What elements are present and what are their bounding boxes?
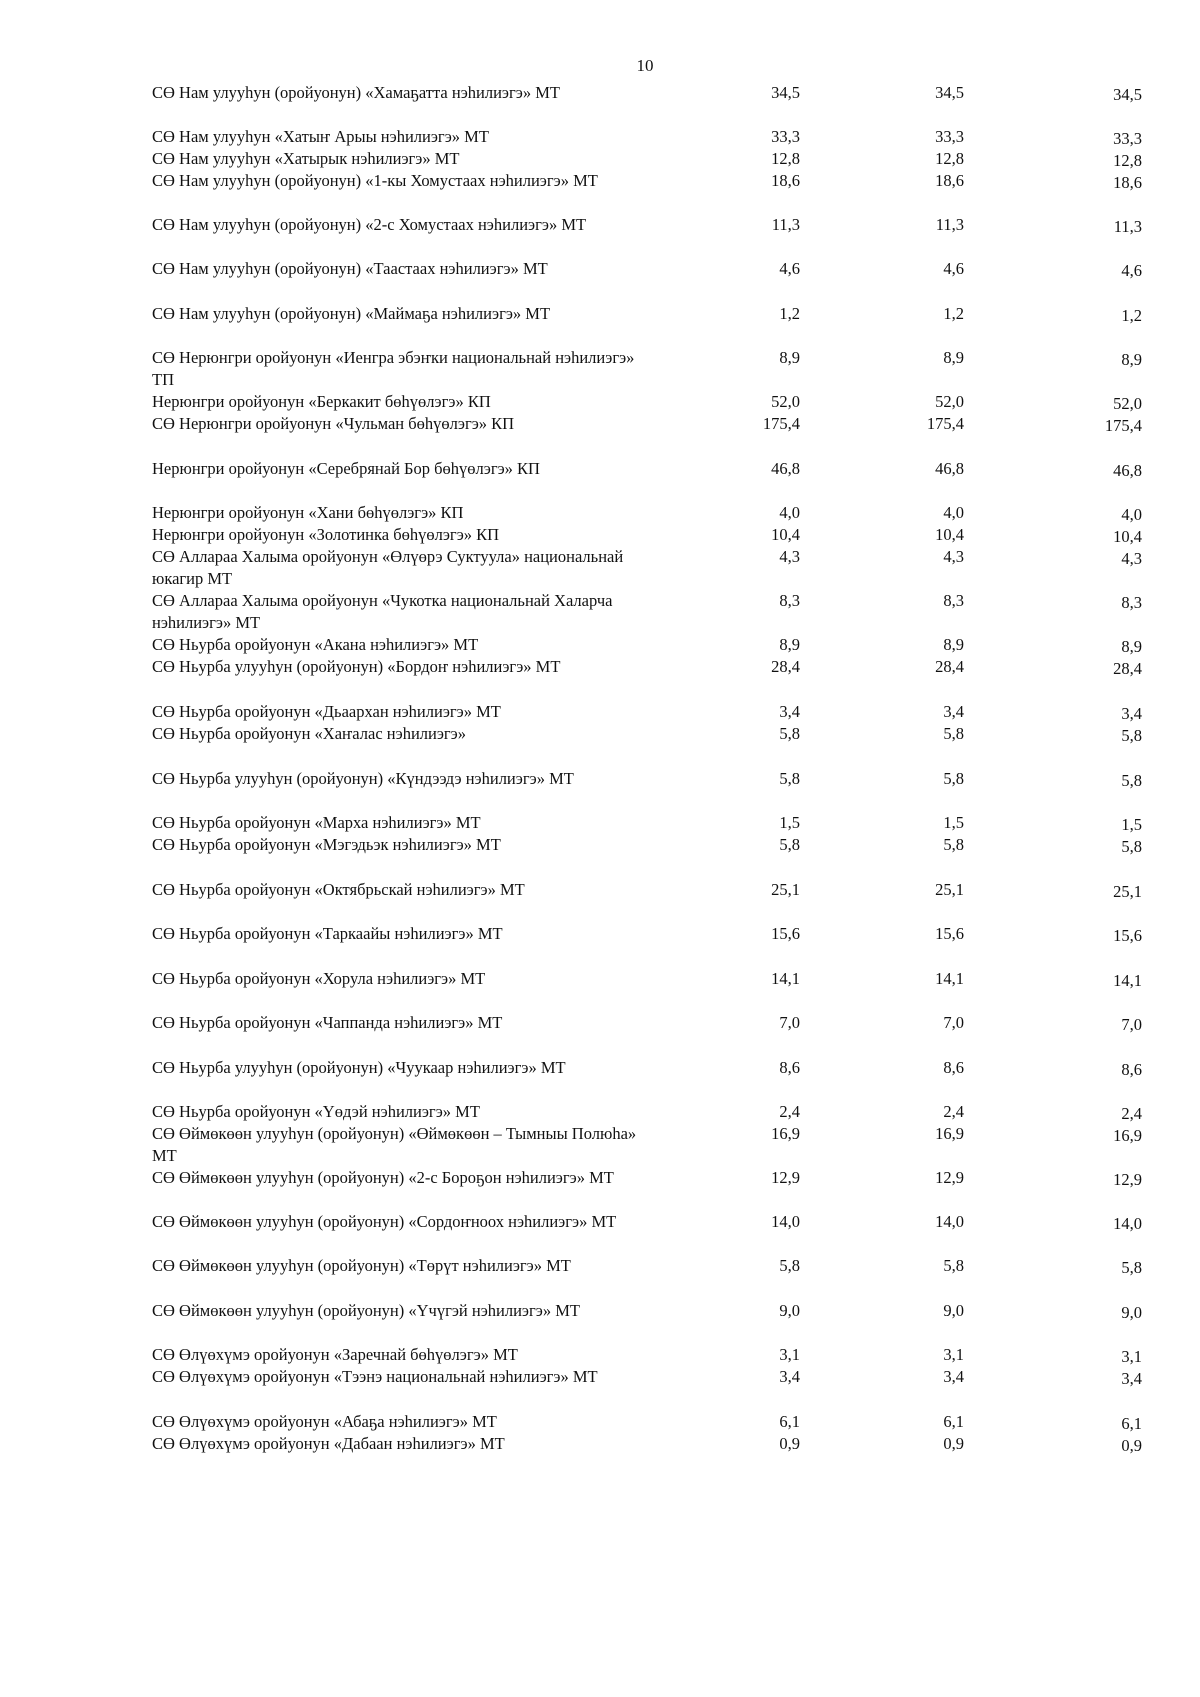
row-name: СӨ Аллараа Халыма оройуонун «Чукотка национальнай Халарча нэһилиэгэ» МТ — [152, 591, 613, 632]
table-row — [152, 834, 1142, 856]
value-col-3: 8,9 — [1121, 637, 1142, 656]
value-col-1: 6,1 — [779, 1412, 800, 1431]
table-row — [152, 303, 1142, 325]
value-col-3: 14,0 — [1113, 1214, 1142, 1233]
value-col-1: 3,4 — [779, 702, 800, 721]
value-col-1: 25,1 — [771, 880, 800, 899]
value-col-2: 6,1 — [943, 1412, 964, 1431]
value-col-2: 4,3 — [943, 547, 964, 566]
value-col-3: 5,8 — [1121, 1258, 1142, 1277]
value-col-3: 4,3 — [1121, 549, 1142, 568]
value-col-1: 175,4 — [762, 414, 800, 433]
value-col-1: 1,2 — [779, 304, 800, 323]
table-row — [152, 502, 1142, 524]
value-col-2: 7,0 — [943, 1013, 964, 1032]
table-row — [152, 126, 1142, 148]
table-row — [152, 634, 1142, 656]
value-col-1: 7,0 — [779, 1013, 800, 1032]
value-col-1: 46,8 — [771, 459, 800, 478]
row-name: СӨ Өймөкөөн улууһун (оройуонун) «Сордоҥноох нэһилиэгэ» МТ — [152, 1212, 617, 1231]
value-col-2: 16,9 — [935, 1124, 964, 1143]
value-col-2: 8,9 — [943, 635, 964, 654]
value-col-3: 14,1 — [1113, 971, 1142, 990]
value-col-3: 8,6 — [1121, 1060, 1142, 1079]
value-col-3: 11,3 — [1113, 217, 1142, 236]
value-col-1: 4,6 — [779, 259, 800, 278]
table-row — [152, 148, 1142, 170]
value-col-1: 12,9 — [771, 1168, 800, 1187]
table-row — [152, 590, 1142, 634]
row-name: СӨ Нерюнгри оройуонун «Иенгра эбэҥки национальнай нэһилиэгэ» ТП — [152, 348, 635, 389]
value-col-1: 16,9 — [771, 1124, 800, 1143]
value-col-1: 11,3 — [771, 215, 800, 234]
value-col-2: 11,3 — [935, 215, 964, 234]
value-col-3: 5,8 — [1121, 726, 1142, 745]
value-col-1: 0,9 — [779, 1434, 800, 1453]
page-number: 10 — [636, 56, 654, 75]
value-col-1: 18,6 — [771, 171, 800, 190]
value-col-3: 18,6 — [1113, 173, 1142, 192]
value-col-3: 2,4 — [1121, 1104, 1142, 1123]
value-col-3: 5,8 — [1121, 837, 1142, 856]
value-col-3: 4,6 — [1121, 261, 1142, 280]
value-col-2: 0,9 — [943, 1434, 964, 1453]
value-col-2: 9,0 — [943, 1301, 964, 1320]
value-col-2: 5,8 — [943, 724, 964, 743]
row-name: СӨ Ньурба оройуонун «Таркаайы нэһилиэгэ» МТ — [152, 924, 503, 943]
value-col-3: 12,9 — [1113, 1170, 1142, 1189]
table-row — [152, 1411, 1142, 1433]
table-row — [152, 923, 1142, 945]
value-col-3: 8,3 — [1121, 593, 1142, 612]
row-name: СӨ Ньурба оройуонун «Акана нэһилиэгэ» МТ — [152, 635, 479, 654]
row-name: СӨ Ньурба улууһун (оройуонун) «Чуукаар нэһилиэгэ» МТ — [152, 1058, 566, 1077]
value-col-2: 4,6 — [943, 259, 964, 278]
value-col-1: 8,3 — [779, 591, 800, 610]
table-row — [152, 1300, 1142, 1322]
value-col-2: 46,8 — [935, 459, 964, 478]
value-col-1: 34,5 — [771, 83, 800, 102]
table-row — [152, 723, 1142, 745]
value-col-1: 2,4 — [779, 1102, 800, 1121]
value-col-2: 175,4 — [926, 414, 964, 433]
value-col-2: 1,2 — [943, 304, 964, 323]
value-col-2: 12,9 — [935, 1168, 964, 1187]
value-col-1: 5,8 — [779, 724, 800, 743]
value-col-1: 52,0 — [771, 392, 800, 411]
row-name: СӨ Нам улууһун (оройуонун) «2-с Хомустаах нэһилиэгэ» МТ — [152, 215, 587, 234]
table-row — [152, 1123, 1142, 1167]
table-row — [152, 214, 1142, 236]
row-name: СӨ Нам улууһун «Хатыҥ Арыы нэһилиэгэ» МТ — [152, 127, 489, 146]
value-col-3: 28,4 — [1113, 659, 1142, 678]
row-name: СӨ Нам улууһун (оройуонун) «Таастаах нэһилиэгэ» МТ — [152, 259, 548, 278]
value-col-1: 5,8 — [779, 769, 800, 788]
row-name: Нерюнгри оройуонун «Золотинка бөһүөлэгэ» КП — [152, 525, 500, 544]
value-col-1: 8,9 — [779, 348, 800, 367]
table-row — [152, 968, 1142, 990]
value-col-1: 10,4 — [771, 525, 800, 544]
table-row — [152, 812, 1142, 834]
table-row — [152, 82, 1142, 104]
row-name: СӨ Ньурба оройуонун «Хорула нэһилиэгэ» МТ — [152, 969, 486, 988]
value-col-3: 3,4 — [1121, 1369, 1142, 1388]
value-col-2: 25,1 — [935, 880, 964, 899]
table-row — [152, 656, 1142, 678]
table-row — [152, 524, 1142, 546]
value-col-2: 34,5 — [935, 83, 964, 102]
row-name: СӨ Өймөкөөн улууһун (оройуонун) «Үчүгэй нэһилиэгэ» МТ — [152, 1301, 580, 1320]
table-row — [152, 1057, 1142, 1079]
value-col-2: 14,0 — [935, 1212, 964, 1231]
row-name: СӨ Ньурба оройуонун «Үөдэй нэһилиэгэ» МТ — [152, 1102, 480, 1121]
value-col-3: 15,6 — [1113, 926, 1142, 945]
value-col-3: 25,1 — [1113, 882, 1142, 901]
table-row — [152, 701, 1142, 723]
row-name: СӨ Нам улууһун (оройуонун) «1-кы Хомустаах нэһилиэгэ» МТ — [152, 171, 598, 190]
value-col-1: 4,3 — [779, 547, 800, 566]
value-col-3: 8,9 — [1121, 350, 1142, 369]
table-row — [152, 170, 1142, 192]
row-name: СӨ Нам улууһун (оройуонун) «Хамаҕатта нэһилиэгэ» МТ — [152, 83, 560, 102]
row-name: СӨ Өлүөхүмэ оройуонун «Тээнэ национальнай нэһилиэгэ» МТ — [152, 1367, 598, 1386]
table-row — [152, 1101, 1142, 1123]
row-name: СӨ Өймөкөөн улууһун (оройуонун) «Төрүт нэһилиэгэ» МТ — [152, 1256, 571, 1275]
value-col-3: 175,4 — [1104, 416, 1142, 435]
value-col-3: 33,3 — [1113, 129, 1142, 148]
value-col-3: 12,8 — [1113, 151, 1142, 170]
value-col-3: 0,9 — [1121, 1436, 1142, 1455]
table-row — [152, 879, 1142, 901]
value-col-1: 28,4 — [771, 657, 800, 676]
value-col-2: 12,8 — [935, 149, 964, 168]
row-name: СӨ Ньурба оройуонун «Мэгэдьэк нэһилиэгэ» МТ — [152, 835, 501, 854]
row-name: СӨ Ньурба улууһун (оройуонун) «Бордоҥ нэһилиэгэ» МТ — [152, 657, 561, 676]
value-col-2: 8,9 — [943, 348, 964, 367]
row-name: СӨ Ньурба оройуонун «Марха нэһилиэгэ» МТ — [152, 813, 481, 832]
value-col-2: 3,4 — [943, 1367, 964, 1386]
table-row — [152, 768, 1142, 790]
value-col-3: 16,9 — [1113, 1126, 1142, 1145]
value-col-3: 4,0 — [1121, 505, 1142, 524]
value-col-1: 8,9 — [779, 635, 800, 654]
value-col-2: 4,0 — [943, 503, 964, 522]
value-col-2: 2,4 — [943, 1102, 964, 1121]
value-col-2: 14,1 — [935, 969, 964, 988]
value-col-2: 1,5 — [943, 813, 964, 832]
table-row — [152, 391, 1142, 413]
table-row — [152, 1433, 1142, 1455]
value-col-1: 5,8 — [779, 835, 800, 854]
row-name: СӨ Өлүөхүмэ оройуонун «Заречнай бөһүөлэгэ» МТ — [152, 1345, 518, 1364]
value-col-1: 5,8 — [779, 1256, 800, 1275]
table-row — [152, 1167, 1142, 1189]
value-col-1: 33,3 — [771, 127, 800, 146]
value-col-3: 52,0 — [1113, 394, 1142, 413]
value-col-2: 5,8 — [943, 835, 964, 854]
value-col-3: 7,0 — [1121, 1015, 1142, 1034]
value-col-1: 15,6 — [771, 924, 800, 943]
row-name: Нерюнгри оройуонун «Хани бөһүөлэгэ» КП — [152, 503, 464, 522]
value-col-1: 12,8 — [771, 149, 800, 168]
table-row — [152, 1344, 1142, 1366]
row-name: Нерюнгри оройуонун «Беркакит бөһүөлэгэ» КП — [152, 392, 491, 411]
table-row — [152, 1012, 1142, 1034]
table-row — [152, 458, 1142, 480]
table-row — [152, 546, 1142, 590]
row-name: СӨ Нерюнгри оройуонун «Чульман бөһүөлэгэ» КП — [152, 414, 515, 433]
value-col-2: 5,8 — [943, 1256, 964, 1275]
value-col-2: 18,6 — [935, 171, 964, 190]
value-col-2: 5,8 — [943, 769, 964, 788]
value-col-2: 8,6 — [943, 1058, 964, 1077]
row-name: СӨ Өймөкөөн улууһун (оройуонун) «Өймөкөөн – Тымныы Полюһа» МТ — [152, 1124, 637, 1165]
value-col-1: 3,4 — [779, 1367, 800, 1386]
value-col-1: 4,0 — [779, 503, 800, 522]
value-col-3: 46,8 — [1113, 461, 1142, 480]
value-col-2: 33,3 — [935, 127, 964, 146]
value-col-1: 8,6 — [779, 1058, 800, 1077]
value-col-2: 10,4 — [935, 525, 964, 544]
value-col-2: 3,4 — [943, 702, 964, 721]
table-row — [152, 258, 1142, 280]
row-name: СӨ Аллараа Халыма оройуонун «Өлүөрэ Суктуула» национальнай юкагир МТ — [152, 547, 624, 588]
row-name: СӨ Ньурба оройуонун «Дьаархан нэһилиэгэ» МТ — [152, 702, 501, 721]
row-name: СӨ Нам улууһун (оройуонун) «Маймаҕа нэһилиэгэ» МТ — [152, 304, 551, 323]
value-col-1: 3,1 — [779, 1345, 800, 1364]
table-row — [152, 347, 1142, 391]
row-name: СӨ Өлүөхүмэ оройуонун «Дабаан нэһилиэгэ» МТ — [152, 1434, 505, 1453]
value-col-3: 34,5 — [1113, 85, 1142, 104]
row-name: СӨ Ньурба оройуонун «Чаппанда нэһилиэгэ» МТ — [152, 1013, 503, 1032]
value-col-3: 10,4 — [1113, 527, 1142, 546]
value-col-3: 6,1 — [1121, 1414, 1142, 1433]
row-name: СӨ Нам улууһун «Хатырык нэһилиэгэ» МТ — [152, 149, 460, 168]
value-col-3: 3,4 — [1121, 704, 1142, 723]
table-row — [152, 1211, 1142, 1233]
table-row — [152, 1255, 1142, 1277]
row-name: СӨ Ньурба оройуонун «Октябрьскай нэһилиэгэ» МТ — [152, 880, 525, 899]
row-name: СӨ Өлүөхүмэ оройуонун «Абаҕа нэһилиэгэ» МТ — [152, 1412, 497, 1431]
value-col-3: 5,8 — [1121, 771, 1142, 790]
value-col-2: 52,0 — [935, 392, 964, 411]
value-col-2: 15,6 — [935, 924, 964, 943]
row-name: СӨ Ньурба улууһун (оройуонун) «Күндээдэ нэһилиэгэ» МТ — [152, 769, 574, 788]
value-col-3: 1,5 — [1121, 815, 1142, 834]
value-col-2: 3,1 — [943, 1345, 964, 1364]
row-name: СӨ Ньурба оройуонун «Хаҥалас нэһилиэгэ» — [152, 724, 467, 743]
value-col-1: 1,5 — [779, 813, 800, 832]
table-row — [152, 1366, 1142, 1388]
row-name: Нерюнгри оройуонун «Серебрянай Бор бөһүөлэгэ» КП — [152, 459, 540, 478]
row-name: СӨ Өймөкөөн улууһун (оройуонун) «2-с Бороҕон нэһилиэгэ» МТ — [152, 1168, 614, 1187]
value-col-1: 14,0 — [771, 1212, 800, 1231]
value-col-3: 1,2 — [1121, 306, 1142, 325]
value-col-2: 28,4 — [935, 657, 964, 676]
value-col-2: 8,3 — [943, 591, 964, 610]
value-col-1: 14,1 — [771, 969, 800, 988]
value-col-3: 3,1 — [1121, 1347, 1142, 1366]
value-col-1: 9,0 — [779, 1301, 800, 1320]
table-row — [152, 413, 1142, 435]
value-col-3: 9,0 — [1121, 1303, 1142, 1322]
